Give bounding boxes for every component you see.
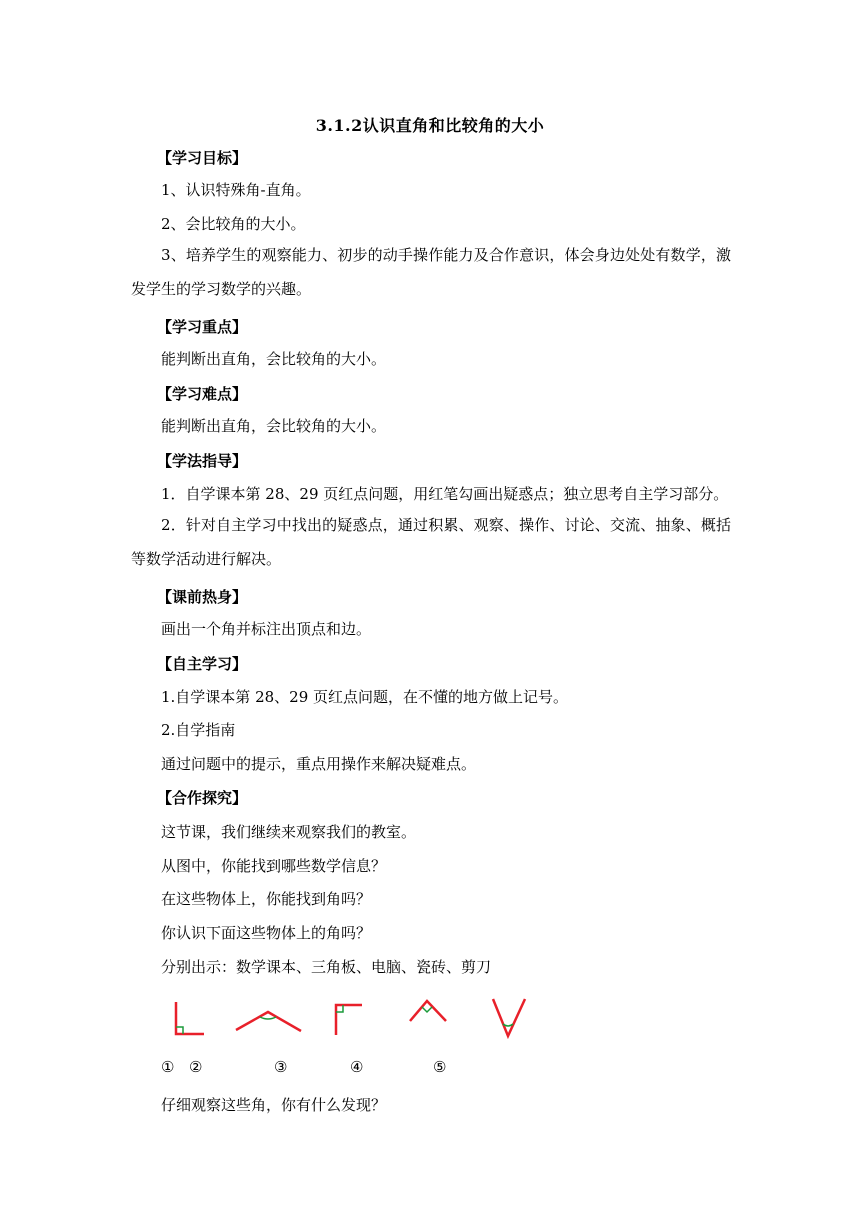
self-study-item-1: 1.自学课本第 28、29 页红点问题，在不懂的地方做上记号。 xyxy=(161,688,569,706)
angle-2-sides xyxy=(236,1012,301,1031)
objective-item-2: 2、会比较角的大小。 xyxy=(161,215,306,233)
objective-item-3: 3、培养学生的观察能力、初步的动手操作能力及合作意识，体会身边处处有数学，激发学生的学习数学的兴趣。 xyxy=(131,246,731,298)
cooperation-item-2: 从图中，你能找到哪些数学信息？ xyxy=(161,857,387,875)
angle-2-arc xyxy=(260,1017,276,1019)
objective-item-1: 1、认识特殊角-直角。 xyxy=(161,181,311,199)
cooperation-heading: 【合作探究】 xyxy=(157,789,248,807)
angle-figure-2 xyxy=(236,1012,301,1031)
warmup-text: 画出一个角并标注出顶点和边。 xyxy=(161,620,372,638)
figure-label-2: ② xyxy=(189,1058,203,1076)
self-study-heading: 【自主学习】 xyxy=(157,655,248,673)
objectives-heading: 【学习目标】 xyxy=(157,149,248,167)
self-study-item-2: 2.自学指南 xyxy=(161,721,236,739)
figure-label-3: ③ xyxy=(274,1058,288,1076)
warmup-heading: 【课前热身】 xyxy=(157,588,248,606)
angle-figures xyxy=(155,990,535,1042)
cooperation-item-4: 你认识下面这些物体上的角吗？ xyxy=(161,924,372,942)
figure-label-1: ① xyxy=(161,1058,175,1076)
angle-figure-3 xyxy=(336,1005,362,1035)
angle-5-arc xyxy=(503,1024,513,1026)
angle-figure-1 xyxy=(176,1002,204,1034)
cooperation-item-3: 在这些物体上，你能找到角吗？ xyxy=(161,890,372,908)
angle-5-sides xyxy=(493,999,525,1036)
figure-label-4: ④ xyxy=(350,1058,364,1076)
cooperation-item-5: 分别出示：数学课本、三角板、电脑、瓷砖、剪刀 xyxy=(161,958,492,976)
page-title: 3.1.2认识直角和比较角的大小 xyxy=(315,116,545,135)
cooperation-item-1: 这节课，我们继续来观察我们的教室。 xyxy=(161,823,417,841)
method-heading: 【学法指导】 xyxy=(157,452,248,470)
angle-figure-4 xyxy=(410,1001,446,1021)
difficulty-heading: 【学习难点】 xyxy=(157,385,248,403)
method-item-1: 1．自学课本第 28、29 页红点问题，用红笔勾画出疑惑点；独立思考自主学习部分。 xyxy=(161,485,729,503)
angle-3-sides xyxy=(336,1005,362,1035)
key-point-text: 能判断出直角，会比较角的大小。 xyxy=(161,350,387,368)
angle-4-right-mark xyxy=(422,1007,432,1012)
angle-1-sides xyxy=(176,1002,204,1034)
key-point-heading: 【学习重点】 xyxy=(157,318,248,336)
self-study-item-3: 通过问题中的提示，重点用操作来解决疑难点。 xyxy=(161,755,477,773)
cooperation-closing: 仔细观察这些角，你有什么发现？ xyxy=(161,1096,387,1114)
difficulty-text: 能判断出直角，会比较角的大小。 xyxy=(161,417,387,435)
method-item-2: 2．针对自主学习中找出的疑惑点，通过积累、观察、操作、讨论、交流、抽象、概括等数学活动进行解决。 xyxy=(131,516,731,568)
figure-label-5: ⑤ xyxy=(433,1058,447,1076)
angle-figure-5 xyxy=(493,999,525,1036)
